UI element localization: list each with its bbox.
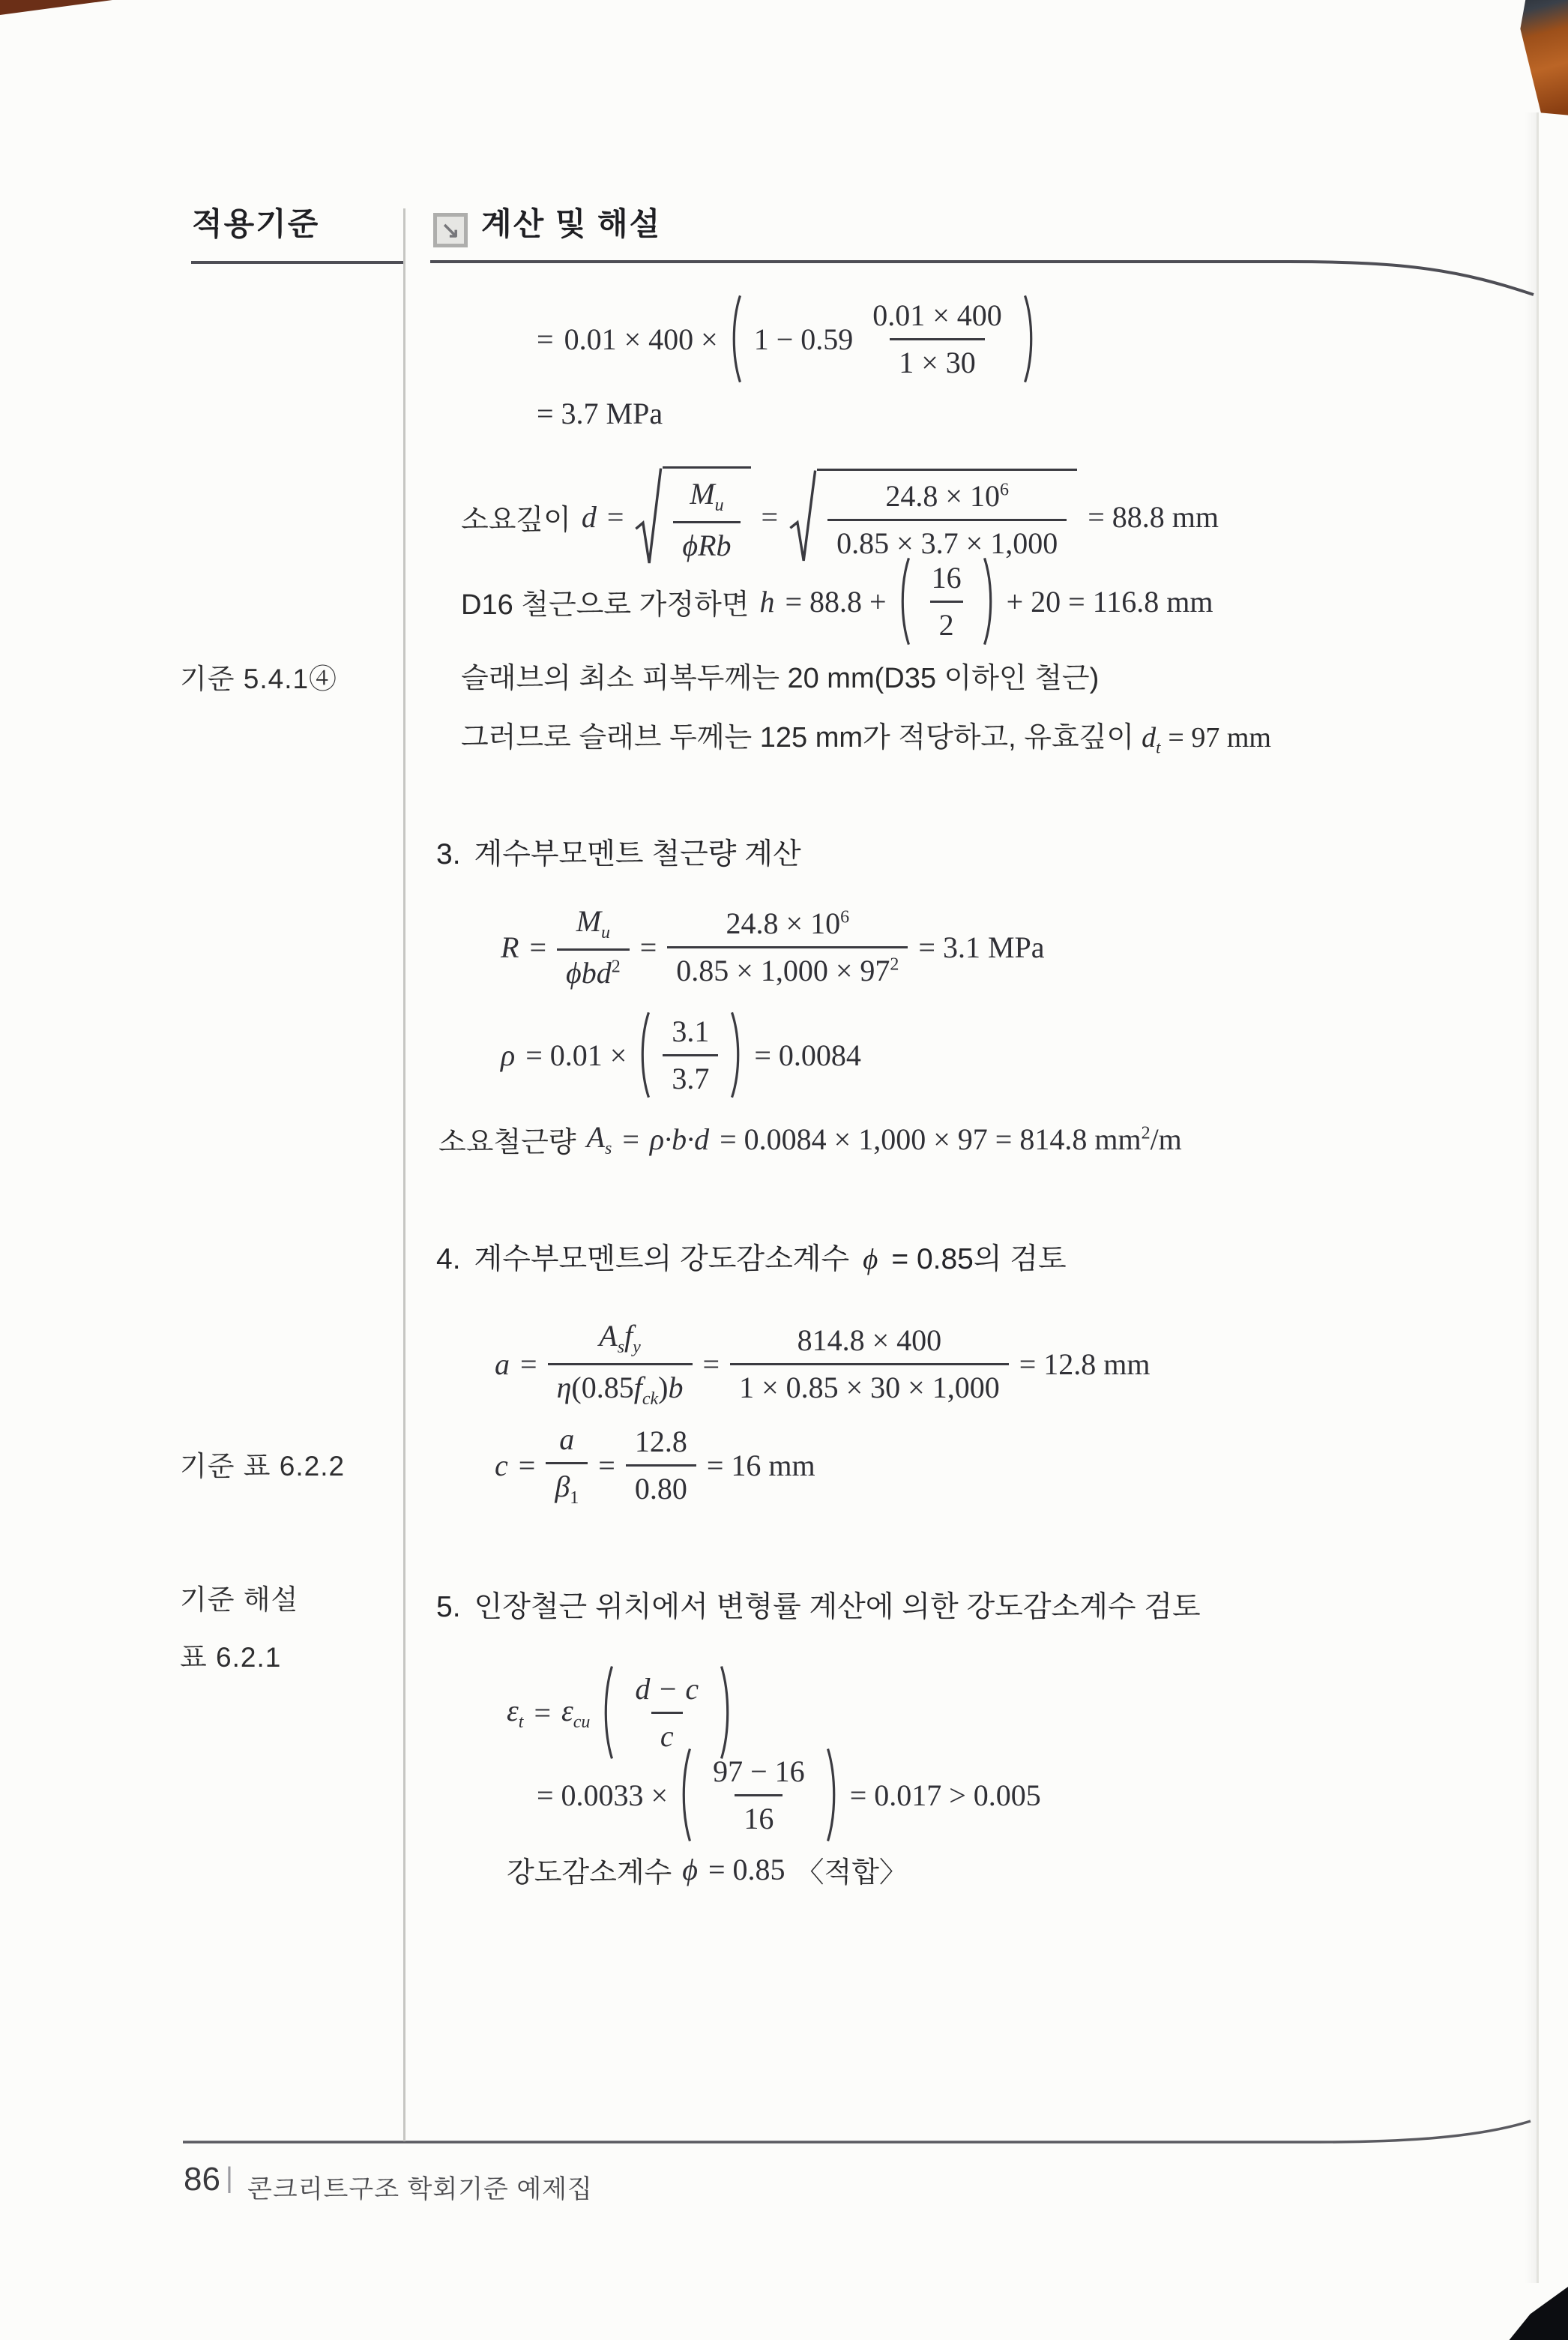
fraction: [863, 298, 1011, 381]
label-strength-reduction: 강도감소계수: [507, 1857, 672, 1889]
equals-sign: =: [537, 322, 554, 356]
fraction: [923, 560, 971, 643]
denominator-value: 0.80: [626, 1464, 696, 1507]
formula-rn-line1: [537, 294, 1037, 384]
fraction-symbolic: [548, 1318, 693, 1411]
denominator: 16: [735, 1794, 783, 1837]
equals-sign: =: [518, 1449, 536, 1483]
section-number: 4.: [436, 1243, 461, 1275]
section-marker-icon: [433, 213, 468, 247]
result-value: = 0.0084: [754, 1038, 861, 1072]
section-title-post: = 0.85의 검토: [891, 1243, 1067, 1275]
var-A: A: [599, 1319, 618, 1353]
text-thickness-conclusion: [461, 714, 1271, 758]
var-epsilon-cu: ε: [561, 1693, 573, 1727]
margin-note-code-5414: 기준 5.4.1④: [180, 664, 338, 694]
formula-a: [495, 1318, 1151, 1411]
numerator-value: 24.8 × 10: [885, 479, 1000, 514]
page-edge-shadow: [1525, 112, 1537, 2283]
fraction-numeric: [730, 1323, 1009, 1406]
equals-sign: =: [761, 499, 779, 534]
fraction-symbolic: [546, 1422, 588, 1509]
equals-sign: =: [639, 930, 657, 965]
var-phi: ϕ: [863, 1243, 878, 1275]
result-value: + 20 = 116.8 mm: [1006, 584, 1213, 619]
var-d: d: [1142, 722, 1157, 754]
var-d: d: [581, 499, 597, 534]
margin-note-table-622: 기준 표 6.2.2: [180, 1451, 346, 1482]
open-paren: [600, 1664, 615, 1760]
section-title: 계수부모멘트 철근량 계산: [474, 838, 801, 870]
sqrt-numeric: [788, 469, 1077, 565]
var-R: R: [501, 930, 519, 965]
denominator-value: 0.85 × 1,000 × 97: [676, 954, 890, 988]
sub-s: s: [617, 1338, 625, 1357]
sub-cu: cu: [573, 1712, 591, 1732]
formula-required-depth: [461, 466, 1219, 567]
open-paren: [729, 294, 744, 384]
section-4-heading: [436, 1236, 1067, 1278]
result-value: = 3.1 MPa: [918, 930, 1045, 965]
sub-t: t: [518, 1712, 524, 1732]
formula-c: [495, 1422, 815, 1509]
column-divider: [403, 208, 405, 2141]
var-f: f: [624, 1319, 633, 1353]
status-adequate: 〈적합〉: [795, 1857, 908, 1889]
denominator-value: 0.85 × 3.7 × 1,000: [827, 519, 1067, 562]
section-number: 5.: [436, 1591, 461, 1623]
fraction: [704, 1754, 814, 1837]
section-number: 3.: [436, 838, 461, 870]
left-column-title: 적용기준: [192, 206, 320, 241]
sub-s: s: [604, 1139, 612, 1158]
var-phi: ϕ: [682, 1853, 698, 1886]
close-paren: [1022, 294, 1037, 384]
label-required-depth: 소요깊이: [461, 504, 571, 536]
formula-strain: [507, 1664, 733, 1760]
section-title: 인장철근 위치에서 변형률 계산에 의한 강도감소계수 검토: [474, 1591, 1201, 1623]
label-required-steel: 소요철근량: [438, 1127, 576, 1158]
sub-ck: ck: [642, 1389, 659, 1410]
formula-strain-value: [537, 1747, 1041, 1843]
section-3-heading: [436, 831, 801, 873]
formula-lead: = 0.0033 ×: [537, 1778, 669, 1812]
var-rho: ρ: [501, 1038, 516, 1072]
var-phiRb: ϕRb: [682, 529, 732, 563]
denominator: 3.7: [663, 1054, 718, 1097]
var-h: h: [759, 584, 775, 619]
exponent: 6: [999, 480, 1009, 500]
equals-sign: =: [520, 1347, 537, 1382]
book-title: 콘크리트구조 학회기준 예제집: [247, 2175, 593, 2204]
result-value: = 0.017 > 0.005: [849, 1778, 1041, 1812]
numerator: d − c: [635, 1671, 699, 1706]
formula-required-steel: [438, 1119, 1182, 1160]
paren-085: (0.85: [571, 1371, 634, 1405]
arrow-down-right-icon: ↘: [441, 217, 460, 243]
close-paren: [824, 1747, 839, 1843]
section-5-heading: [436, 1583, 1201, 1625]
var-a: a: [495, 1347, 510, 1382]
sub-u: u: [714, 496, 724, 515]
sub-y: y: [633, 1338, 641, 1357]
equals-sign: =: [702, 1347, 720, 1382]
footer-separator: |: [226, 2162, 233, 2194]
margin-note-table-621: 표 6.2.1: [180, 1642, 282, 1673]
close-paren: [729, 1011, 744, 1099]
result-value: = 3.7 MPa: [537, 397, 663, 430]
sub-u: u: [601, 923, 611, 942]
var-beta: β: [555, 1470, 570, 1503]
var-Mu: M: [690, 477, 715, 511]
result-value: = 12.8 mm: [1019, 1347, 1151, 1382]
wood-table-background: [1504, 0, 1568, 120]
equals-sign: =: [534, 1695, 551, 1730]
formula-lead: 0.01 × 400 ×: [564, 322, 718, 356]
phi-value: = 0.85: [708, 1853, 785, 1886]
sub-t: t: [1156, 738, 1161, 757]
var-epsilon-t: ε: [507, 1693, 519, 1727]
depth-value: = 97 mm: [1168, 722, 1271, 754]
var-Mu: M: [576, 904, 602, 938]
fraction: [663, 1014, 718, 1097]
exponent: 2: [1141, 1123, 1151, 1143]
result-value: = 16 mm: [706, 1449, 815, 1483]
radical-icon: [788, 469, 817, 565]
fraction: [626, 1671, 708, 1754]
text-min-cover: [461, 655, 1099, 696]
denominator-value: 1 × 0.85 × 30 × 1,000: [730, 1363, 1009, 1406]
page-edge-line: [1537, 112, 1539, 2283]
open-paren: [637, 1011, 652, 1099]
result-value: = 88.8 mm: [1088, 499, 1219, 534]
exponent: 2: [611, 957, 621, 978]
per-meter: /m: [1150, 1122, 1182, 1156]
var-b: b: [668, 1371, 684, 1405]
numerator: 16: [931, 560, 962, 595]
sqrt-symbolic: [634, 466, 750, 567]
close-paren: [718, 1664, 733, 1760]
result-value: = 0.0084 × 1,000 × 97 = 814.8 mm: [720, 1122, 1142, 1156]
numerator: 3.1: [672, 1014, 710, 1048]
var-rho-b-d: ρ·b·d: [649, 1122, 710, 1156]
conclusion-text: 그러므로 슬래브 두께는 125 mm가 적당하고, 유효깊이: [461, 722, 1135, 754]
label-assume-d16: D16 철근으로 가정하면: [461, 589, 750, 621]
numerator: 0.01 × 400: [872, 298, 1002, 332]
equals-sign: =: [606, 499, 624, 534]
var-a: a: [559, 1422, 575, 1456]
formula-mid: = 88.8 +: [785, 584, 887, 619]
equals-sign: =: [622, 1122, 639, 1156]
sub-1: 1: [570, 1488, 579, 1508]
fraction-symbolic: [557, 903, 630, 991]
section-title: 계수부모멘트의 강도감소계수: [474, 1243, 850, 1275]
formula-mid: = 0.01 ×: [525, 1038, 627, 1072]
close-paren: [981, 556, 996, 646]
equals-sign: =: [598, 1449, 615, 1483]
exponent: 2: [890, 954, 899, 975]
denominator: 1 × 30: [890, 338, 985, 381]
formula-inner: 1 − 0.59: [753, 322, 854, 356]
open-paren: [678, 1747, 693, 1843]
denominator: c: [660, 1718, 674, 1753]
radical-icon: [634, 466, 663, 567]
numerator: 97 − 16: [713, 1754, 805, 1788]
var-eta: η: [556, 1371, 572, 1405]
open-paren: [897, 556, 912, 646]
fraction-numeric: [667, 906, 908, 989]
formula-rho: [501, 1011, 861, 1099]
var-f: f: [633, 1371, 642, 1405]
numerator-value: 12.8: [634, 1425, 687, 1459]
equals-sign: =: [529, 930, 546, 965]
fraction-numeric: [626, 1424, 696, 1507]
exponent: 6: [840, 907, 850, 927]
right-column-title: 계산 및 해설: [481, 206, 662, 241]
var-phibd: ϕbd: [566, 956, 612, 990]
photo-corner-top-left: [0, 0, 112, 15]
cover-text: 슬래브의 최소 피복두께는 20 mm(D35 이하인 철근): [461, 663, 1100, 694]
margin-note-commentary: 기준 해설: [180, 1584, 299, 1615]
close-paren-text: ): [658, 1371, 669, 1405]
formula-rn-result: [537, 396, 663, 431]
formula-phi-check: [507, 1849, 908, 1890]
denominator: 2: [930, 601, 963, 643]
var-As: A: [586, 1120, 605, 1154]
var-c: c: [495, 1449, 508, 1483]
numerator-value: 814.8 × 400: [797, 1323, 942, 1358]
formula-R: [501, 903, 1045, 991]
formula-slab-thickness: [461, 556, 1213, 646]
page-number: 86: [184, 2161, 220, 2198]
numerator-value: 24.8 × 10: [726, 906, 841, 941]
